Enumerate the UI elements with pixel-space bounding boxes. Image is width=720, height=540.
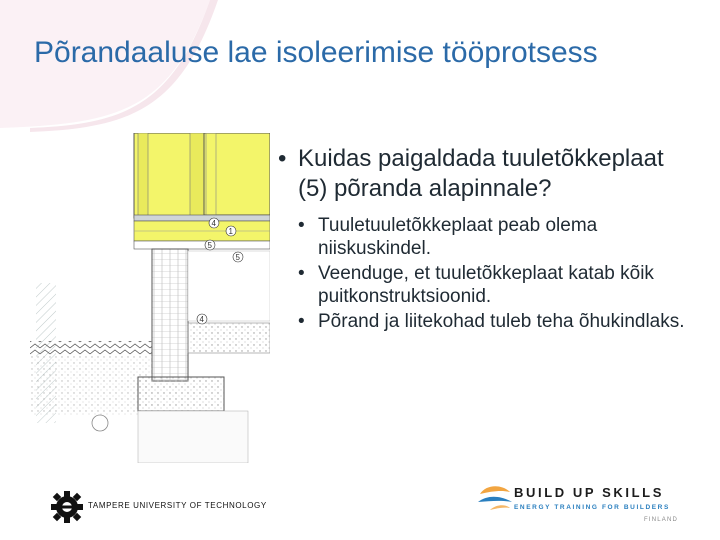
main-bullet-text: Kuidas paigaldada tuuletõkkeplaat (5) põranda alapinnale? xyxy=(298,145,664,202)
slide-title: Põrandaaluse lae isoleerimise tööprotsess xyxy=(34,36,598,69)
bullet-dot: • xyxy=(298,215,305,236)
brand-subtitle: ENERGY TRAINING FOR BUILDERS xyxy=(514,504,670,511)
bullet-dot: • xyxy=(278,145,287,172)
drawing-label-5-a: 5 xyxy=(207,241,212,250)
sub-bullet xyxy=(298,214,698,260)
sub-bullet-list xyxy=(278,214,698,333)
drawing-label-4-bottom: 4 xyxy=(199,315,204,324)
drawing-label-5-b: 5 xyxy=(235,253,240,262)
brand-country: FINLAND xyxy=(644,517,679,523)
bullet-dot: • xyxy=(298,311,305,332)
sub-bullet-text: Tuuletuuletõkkeplaat peab olema niiskuskindel. xyxy=(318,215,598,259)
university-name: TAMPERE UNIVERSITY OF TECHNOLOGY xyxy=(88,501,267,510)
drawing-label-4-top: 4 xyxy=(211,219,216,228)
bullet-list xyxy=(278,144,698,335)
construction-detail-drawing xyxy=(30,133,270,463)
bullet-dot: • xyxy=(298,263,305,284)
sub-bullet xyxy=(298,310,698,333)
sub-bullet-text: Veenduge, et tuuletõkkeplaat katab kõik puitkonstruktsioonid. xyxy=(318,263,654,307)
brand-title: BUILD UP SKILLS xyxy=(514,485,664,500)
main-bullet xyxy=(278,144,698,204)
gear-icon xyxy=(50,490,84,524)
brand-mark-icon xyxy=(476,482,516,516)
drawing-label-1: 1 xyxy=(228,227,233,236)
sub-bullet xyxy=(298,262,698,308)
build-up-skills-logo xyxy=(476,478,690,530)
sub-bullet-text: Põrand ja liitekohad tuleb teha õhukindlaks. xyxy=(318,311,685,332)
tut-logo xyxy=(50,490,280,526)
